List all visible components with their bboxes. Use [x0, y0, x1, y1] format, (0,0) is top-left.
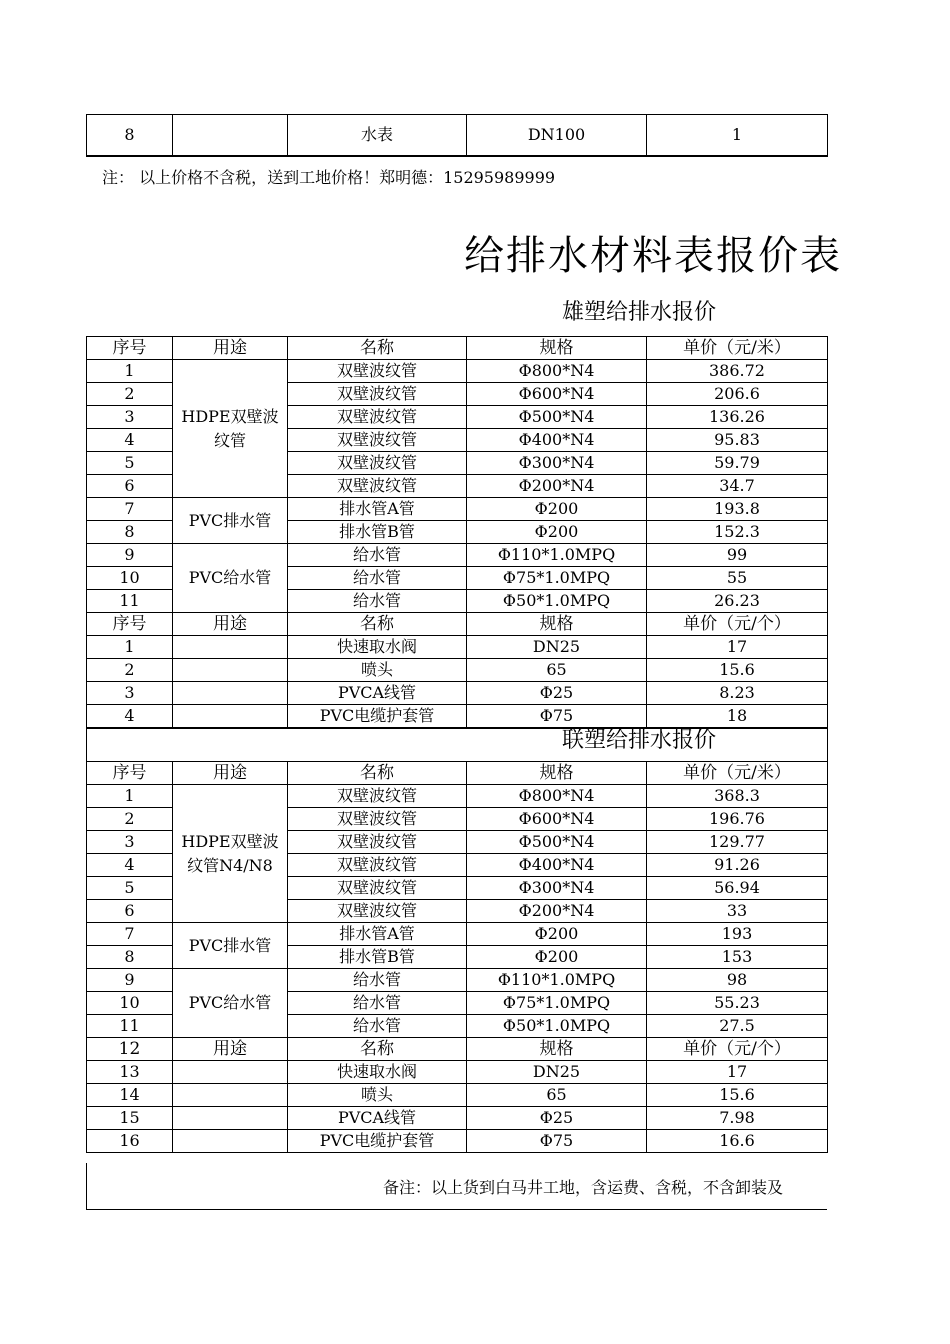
header-use: 用途	[173, 1038, 288, 1061]
row-spec: Φ75*1.0MPQ	[467, 567, 647, 590]
row-use	[173, 636, 288, 659]
remark-text: 备注：以上货到白马井工地，含运费、含税，不含卸装及	[383, 1178, 784, 1197]
row-qty: 1	[647, 115, 828, 157]
table-row	[87, 498, 828, 521]
row-number: 4	[87, 854, 173, 877]
section1-heading: 雄塑给排水报价	[562, 300, 717, 325]
row-use	[173, 1061, 288, 1084]
table-row	[87, 705, 828, 729]
row-spec: Φ200*N4	[467, 475, 647, 498]
row-number: 1	[87, 360, 173, 383]
group-hdpe: HDPE双壁波纹管	[173, 360, 288, 498]
row-name: 双壁波纹管	[288, 831, 467, 854]
row-spec: Φ600*N4	[467, 808, 647, 831]
row-number: 4	[87, 705, 173, 729]
row-use	[173, 115, 288, 157]
table-row	[87, 1061, 828, 1084]
row-name: 双壁波纹管	[288, 383, 467, 406]
row-price: 18	[647, 705, 828, 729]
table-row	[87, 785, 828, 808]
row-price: 152.3	[647, 521, 828, 544]
row-spec: 65	[467, 1084, 647, 1107]
row-name: 给水管	[288, 590, 467, 613]
row-price: 98	[647, 969, 828, 992]
table-header-row	[87, 613, 828, 636]
row-spec: Φ110*1.0MPQ	[467, 969, 647, 992]
header-spec: 规格	[467, 762, 647, 785]
group-pvc-drain: PVC排水管	[173, 923, 288, 969]
row-spec: Φ800*N4	[467, 785, 647, 808]
row-spec: Φ400*N4	[467, 429, 647, 452]
row-spec: Φ500*N4	[467, 406, 647, 429]
top-row-table	[86, 114, 828, 157]
row-name: PVC电缆护套管	[288, 1130, 467, 1153]
row-price: 56.94	[647, 877, 828, 900]
row-price: 15.6	[647, 1084, 828, 1107]
row-name: 双壁波纹管	[288, 900, 467, 923]
row-number: 5	[87, 452, 173, 475]
row-number: 1	[87, 785, 173, 808]
row-name: PVCA线管	[288, 1107, 467, 1130]
row-spec: DN100	[467, 115, 647, 157]
row-name: 排水管B管	[288, 946, 467, 969]
header-price: 单价（元/米）	[647, 762, 828, 785]
row-use	[173, 682, 288, 705]
row-name: 双壁波纹管	[288, 406, 467, 429]
row-number: 16	[87, 1130, 173, 1153]
row-spec: Φ200*N4	[467, 900, 647, 923]
remark-box	[86, 1163, 827, 1210]
row-name: 快速取水阀	[288, 636, 467, 659]
row-price: 91.26	[647, 854, 828, 877]
row-use	[173, 1130, 288, 1153]
price-note: 注： 以上价格不含税，送到工地价格！郑明德：15295989999	[102, 168, 556, 187]
header-name: 名称	[288, 762, 467, 785]
row-price: 368.3	[647, 785, 828, 808]
row-spec: Φ300*N4	[467, 877, 647, 900]
table-row	[87, 1107, 828, 1130]
row-spec: Φ200	[467, 923, 647, 946]
row-use	[173, 1084, 288, 1107]
row-spec: Φ200	[467, 521, 647, 544]
row-price: 193.8	[647, 498, 828, 521]
row-price: 17	[647, 636, 828, 659]
row-price: 129.77	[647, 831, 828, 854]
row-number: 4	[87, 429, 173, 452]
header-spec: 规格	[467, 613, 647, 636]
table-row	[87, 1084, 828, 1107]
section1-table	[86, 336, 828, 1153]
row-name: 排水管A管	[288, 923, 467, 946]
row-spec: Φ500*N4	[467, 831, 647, 854]
row-number: 7	[87, 498, 173, 521]
row-number: 14	[87, 1084, 173, 1107]
table-row	[87, 636, 828, 659]
row-name: 水表	[288, 115, 467, 157]
row-price: 99	[647, 544, 828, 567]
row-number: 8	[87, 521, 173, 544]
row-number: 7	[87, 923, 173, 946]
header-spec: 规格	[467, 1038, 647, 1061]
row-spec: Φ300*N4	[467, 452, 647, 475]
header-use: 用途	[173, 337, 288, 360]
row-price: 8.23	[647, 682, 828, 705]
row-number: 10	[87, 992, 173, 1015]
group-pvc-supply: PVC给水管	[173, 969, 288, 1038]
row-spec: Φ800*N4	[467, 360, 647, 383]
row-number: 10	[87, 567, 173, 590]
table-header-row	[87, 762, 828, 785]
row-name: 双壁波纹管	[288, 877, 467, 900]
section2-heading: 联塑给排水报价	[562, 728, 717, 753]
header-no: 12	[87, 1038, 173, 1061]
row-number: 3	[87, 406, 173, 429]
row-number: 13	[87, 1061, 173, 1084]
row-name: 双壁波纹管	[288, 360, 467, 383]
header-spec: 规格	[467, 337, 647, 360]
row-price: 95.83	[647, 429, 828, 452]
header-price: 单价（元/米）	[647, 337, 828, 360]
row-name: 双壁波纹管	[288, 854, 467, 877]
row-spec: Φ75	[467, 705, 647, 729]
group-pvc-supply: PVC给水管	[173, 544, 288, 613]
row-name: 喷头	[288, 659, 467, 682]
row-number: 11	[87, 590, 173, 613]
row-name: 双壁波纹管	[288, 452, 467, 475]
row-name: 给水管	[288, 969, 467, 992]
row-spec: 65	[467, 659, 647, 682]
row-price: 55	[647, 567, 828, 590]
row-spec: Φ25	[467, 682, 647, 705]
row-spec: Φ75	[467, 1130, 647, 1153]
header-name: 名称	[288, 1038, 467, 1061]
row-number: 9	[87, 969, 173, 992]
row-spec: Φ400*N4	[467, 854, 647, 877]
page-title: 给排水材料表报价表	[464, 233, 842, 279]
table-header-row	[87, 337, 828, 360]
row-use	[173, 705, 288, 729]
row-use	[173, 659, 288, 682]
row-number: 9	[87, 544, 173, 567]
row-use	[173, 1107, 288, 1130]
row-name: 双壁波纹管	[288, 429, 467, 452]
row-price: 34.7	[647, 475, 828, 498]
row-price: 59.79	[647, 452, 828, 475]
group-pvc-drain: PVC排水管	[173, 498, 288, 544]
header-name: 名称	[288, 613, 467, 636]
row-price: 193	[647, 923, 828, 946]
row-number: 15	[87, 1107, 173, 1130]
header-name: 名称	[288, 337, 467, 360]
group-hdpe: HDPE双壁波纹管N4/N8	[173, 785, 288, 923]
header-no: 序号	[87, 762, 173, 785]
header-use: 用途	[173, 613, 288, 636]
header-no: 序号	[87, 337, 173, 360]
row-name: 快速取水阀	[288, 1061, 467, 1084]
row-number: 8	[87, 115, 173, 157]
row-price: 17	[647, 1061, 828, 1084]
row-number: 3	[87, 682, 173, 705]
row-number: 11	[87, 1015, 173, 1038]
table-row	[87, 544, 828, 567]
table-header-row	[87, 1038, 828, 1061]
table-row	[87, 115, 828, 157]
header-price: 单价（元/个）	[647, 1038, 828, 1061]
table-row	[87, 1130, 828, 1153]
row-number: 2	[87, 383, 173, 406]
table-row	[87, 360, 828, 383]
row-name: 双壁波纹管	[288, 475, 467, 498]
row-spec: DN25	[467, 1061, 647, 1084]
row-price: 55.23	[647, 992, 828, 1015]
row-spec: Φ25	[467, 1107, 647, 1130]
header-price: 单价（元/个）	[647, 613, 828, 636]
row-number: 8	[87, 946, 173, 969]
row-name: 给水管	[288, 1015, 467, 1038]
row-spec: Φ200	[467, 498, 647, 521]
row-name: 给水管	[288, 567, 467, 590]
header-use: 用途	[173, 762, 288, 785]
row-price: 15.6	[647, 659, 828, 682]
row-number: 1	[87, 636, 173, 659]
section2-heading-cell	[87, 728, 828, 762]
row-price: 206.6	[647, 383, 828, 406]
row-price: 33	[647, 900, 828, 923]
row-price: 136.26	[647, 406, 828, 429]
row-price: 26.23	[647, 590, 828, 613]
table-row	[87, 659, 828, 682]
table-row	[87, 682, 828, 705]
section2-heading-row	[87, 728, 828, 762]
row-name: 排水管A管	[288, 498, 467, 521]
table-row	[87, 969, 828, 992]
row-spec: Φ50*1.0MPQ	[467, 590, 647, 613]
row-price: 386.72	[647, 360, 828, 383]
row-name: PVC电缆护套管	[288, 705, 467, 729]
row-spec: Φ600*N4	[467, 383, 647, 406]
row-number: 6	[87, 475, 173, 498]
row-name: 双壁波纹管	[288, 808, 467, 831]
row-name: 排水管B管	[288, 521, 467, 544]
row-number: 2	[87, 808, 173, 831]
row-name: 双壁波纹管	[288, 785, 467, 808]
row-number: 3	[87, 831, 173, 854]
row-spec: Φ75*1.0MPQ	[467, 992, 647, 1015]
row-price: 16.6	[647, 1130, 828, 1153]
row-spec: Φ200	[467, 946, 647, 969]
row-spec: Φ110*1.0MPQ	[467, 544, 647, 567]
row-spec: Φ50*1.0MPQ	[467, 1015, 647, 1038]
row-price: 196.76	[647, 808, 828, 831]
row-price: 27.5	[647, 1015, 828, 1038]
row-name: 喷头	[288, 1084, 467, 1107]
row-number: 6	[87, 900, 173, 923]
table-row	[87, 923, 828, 946]
row-price: 153	[647, 946, 828, 969]
row-name: PVCA线管	[288, 682, 467, 705]
row-name: 给水管	[288, 992, 467, 1015]
row-number: 2	[87, 659, 173, 682]
row-name: 给水管	[288, 544, 467, 567]
row-price: 7.98	[647, 1107, 828, 1130]
header-no: 序号	[87, 613, 173, 636]
row-spec: DN25	[467, 636, 647, 659]
row-number: 5	[87, 877, 173, 900]
